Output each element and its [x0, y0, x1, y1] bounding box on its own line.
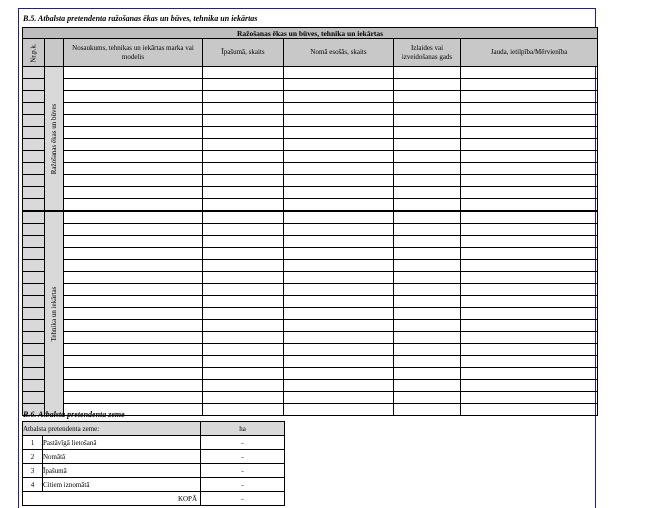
row-number-cell	[23, 356, 45, 368]
cell-year[interactable]	[394, 139, 461, 151]
cell-owned[interactable]	[203, 404, 284, 416]
cell-name[interactable]	[64, 284, 203, 296]
cell-leased[interactable]	[284, 260, 394, 272]
row-number-cell	[23, 308, 45, 320]
cell-leased[interactable]	[284, 175, 394, 187]
cell-leased[interactable]	[284, 344, 394, 356]
cell-owned[interactable]	[203, 272, 284, 284]
cell-leased[interactable]	[284, 272, 394, 284]
cell-leased[interactable]	[284, 332, 394, 344]
cell-leased[interactable]	[284, 127, 394, 139]
row-number-cell	[23, 368, 45, 380]
row-number-cell	[23, 211, 45, 224]
cell-power[interactable]	[461, 260, 598, 272]
row-number-cell	[23, 163, 45, 175]
cell-owned[interactable]	[203, 103, 284, 115]
cell-leased[interactable]	[284, 139, 394, 151]
table-row	[23, 296, 598, 308]
cell-power[interactable]	[461, 139, 598, 151]
b6-table	[22, 421, 285, 506]
cell-name[interactable]	[64, 344, 203, 356]
cell-owned[interactable]	[203, 368, 284, 380]
cell-power[interactable]	[461, 248, 598, 260]
table-row	[23, 392, 598, 404]
cell-owned[interactable]	[203, 79, 284, 91]
row-number-cell	[23, 296, 45, 308]
cell-year[interactable]	[394, 91, 461, 103]
cell-power[interactable]	[461, 392, 598, 404]
cell-year[interactable]	[394, 248, 461, 260]
table-row	[23, 224, 598, 236]
col-power: Jauda, ietilpība/Mērvienība	[461, 39, 598, 67]
row-number-cell	[23, 187, 45, 199]
cell-leased[interactable]	[284, 236, 394, 248]
cell-leased[interactable]	[284, 308, 394, 320]
cell-owned[interactable]	[203, 115, 284, 127]
cell-owned[interactable]	[203, 344, 284, 356]
cell-year[interactable]	[394, 236, 461, 248]
land-total-row	[23, 492, 285, 506]
b5-table	[22, 27, 598, 416]
cell-year[interactable]	[394, 296, 461, 308]
cell-power[interactable]	[461, 368, 598, 380]
cell-name[interactable]	[64, 332, 203, 344]
col-group	[45, 39, 64, 67]
b5-header-row	[23, 39, 598, 67]
cell-owned[interactable]	[203, 224, 284, 236]
cell-power[interactable]	[461, 224, 598, 236]
cell-owned[interactable]	[203, 308, 284, 320]
cell-owned[interactable]	[203, 91, 284, 103]
cell-year[interactable]	[394, 332, 461, 344]
land-total-value: -	[201, 492, 285, 506]
cell-leased[interactable]	[284, 211, 394, 224]
cell-owned[interactable]	[203, 67, 284, 79]
cell-leased[interactable]	[284, 284, 394, 296]
cell-leased[interactable]	[284, 163, 394, 175]
group-buildings	[45, 67, 64, 212]
cell-year[interactable]	[394, 79, 461, 91]
cell-leased[interactable]	[284, 91, 394, 103]
row-number-cell	[23, 79, 45, 91]
group-machinery-label: Tehnika un iekārtas	[50, 286, 58, 341]
cell-leased[interactable]	[284, 248, 394, 260]
land-row-num: 1	[23, 436, 43, 450]
cell-year[interactable]	[394, 356, 461, 368]
row-number-cell	[23, 199, 45, 212]
cell-year[interactable]	[394, 368, 461, 380]
land-row-label: Citiem iznomātā	[43, 478, 201, 492]
group-machinery	[45, 211, 64, 416]
cell-year[interactable]	[394, 115, 461, 127]
cell-year[interactable]	[394, 320, 461, 332]
table-row	[23, 211, 598, 224]
cell-owned[interactable]	[203, 187, 284, 199]
row-number-cell	[23, 115, 45, 127]
row-number-cell	[23, 332, 45, 344]
table-row	[23, 151, 598, 163]
row-number-cell	[23, 272, 45, 284]
cell-year[interactable]	[394, 380, 461, 392]
cell-owned[interactable]	[203, 139, 284, 151]
land-row	[23, 450, 285, 464]
cell-owned[interactable]	[203, 392, 284, 404]
cell-name[interactable]	[64, 320, 203, 332]
cell-name[interactable]	[64, 224, 203, 236]
cell-power[interactable]	[461, 199, 598, 212]
row-number-cell	[23, 103, 45, 115]
b5-banner: Ražošanas ēkas un būves, tehnika un iekārtas	[23, 28, 598, 39]
cell-year[interactable]	[394, 224, 461, 236]
cell-leased[interactable]	[284, 380, 394, 392]
cell-name[interactable]	[64, 272, 203, 284]
cell-name[interactable]	[64, 368, 203, 380]
cell-power[interactable]	[461, 79, 598, 91]
table-row	[23, 320, 598, 332]
col-nr: Nr.p.k.	[23, 39, 45, 67]
cell-owned[interactable]	[203, 380, 284, 392]
land-row-num: 3	[23, 464, 43, 478]
table-row	[23, 260, 598, 272]
cell-owned[interactable]	[203, 127, 284, 139]
cell-name[interactable]	[64, 236, 203, 248]
cell-year[interactable]	[394, 260, 461, 272]
cell-year[interactable]	[394, 211, 461, 224]
land-header-label: Atbalsta pretendenta zeme:	[23, 422, 201, 436]
row-number-cell	[23, 320, 45, 332]
cell-power[interactable]	[461, 404, 598, 416]
cell-name[interactable]	[64, 199, 203, 212]
cell-name[interactable]	[64, 296, 203, 308]
cell-name[interactable]	[64, 115, 203, 127]
cell-power[interactable]	[461, 308, 598, 320]
cell-power[interactable]	[461, 236, 598, 248]
table-row	[23, 187, 598, 199]
table-row	[23, 356, 598, 368]
col-leased: Nomā esošās, skaits	[284, 39, 394, 67]
cell-leased[interactable]	[284, 115, 394, 127]
col-owned: Īpašumā, skaits	[203, 39, 284, 67]
cell-year[interactable]	[394, 404, 461, 416]
table-row	[23, 91, 598, 103]
cell-year[interactable]	[394, 127, 461, 139]
table-row	[23, 380, 598, 392]
land-total-label: KOPĀ	[23, 492, 201, 506]
table-row	[23, 139, 598, 151]
cell-name[interactable]	[64, 151, 203, 163]
cell-leased[interactable]	[284, 187, 394, 199]
land-row-value[interactable]: -	[201, 436, 285, 450]
cell-power[interactable]	[461, 380, 598, 392]
land-row-value[interactable]: -	[201, 464, 285, 478]
cell-name[interactable]	[64, 187, 203, 199]
cell-power[interactable]	[461, 332, 598, 344]
cell-owned[interactable]	[203, 163, 284, 175]
cell-owned[interactable]	[203, 260, 284, 272]
cell-owned[interactable]	[203, 199, 284, 212]
cell-owned[interactable]	[203, 332, 284, 344]
land-row-label: Īpašumā	[43, 464, 201, 478]
cell-power[interactable]	[461, 103, 598, 115]
cell-year[interactable]	[394, 199, 461, 212]
cell-name[interactable]	[64, 79, 203, 91]
land-row-num: 4	[23, 478, 43, 492]
cell-year[interactable]	[394, 103, 461, 115]
cell-year[interactable]	[394, 272, 461, 284]
row-number-cell	[23, 392, 45, 404]
cell-leased[interactable]	[284, 320, 394, 332]
cell-power[interactable]	[461, 91, 598, 103]
table-row	[23, 344, 598, 356]
row-number-cell	[23, 91, 45, 103]
row-number-cell	[23, 224, 45, 236]
cell-leased[interactable]	[284, 368, 394, 380]
table-row	[23, 308, 598, 320]
cell-name[interactable]	[64, 308, 203, 320]
cell-leased[interactable]	[284, 199, 394, 212]
col-name: Nosaukums, tehnikas un iekārtas marka vai modelis	[64, 39, 203, 67]
cell-name[interactable]	[64, 127, 203, 139]
cell-leased[interactable]	[284, 356, 394, 368]
cell-leased[interactable]	[284, 151, 394, 163]
cell-leased[interactable]	[284, 392, 394, 404]
cell-name[interactable]	[64, 103, 203, 115]
cell-power[interactable]	[461, 187, 598, 199]
cell-name[interactable]	[64, 139, 203, 151]
section-b5-title: B.5. Atbalsta pretendenta ražošanas ēkas un būves, tehnika un iekārtas	[23, 14, 258, 23]
cell-leased[interactable]	[284, 404, 394, 416]
cell-name[interactable]	[64, 356, 203, 368]
land-row-num: 2	[23, 450, 43, 464]
cell-power[interactable]	[461, 163, 598, 175]
table-row	[23, 332, 598, 344]
land-row-label: Pastāvīgā lietošanā	[43, 436, 201, 450]
table-row	[23, 103, 598, 115]
cell-name[interactable]	[64, 248, 203, 260]
cell-power[interactable]	[461, 284, 598, 296]
table-row	[23, 67, 598, 79]
section-b6-title: B.6. Atbalsta pretendenta zeme	[23, 410, 125, 419]
cell-power[interactable]	[461, 151, 598, 163]
cell-year[interactable]	[394, 67, 461, 79]
cell-power[interactable]	[461, 344, 598, 356]
row-number-cell	[23, 175, 45, 187]
cell-power[interactable]	[461, 175, 598, 187]
row-number-cell	[23, 236, 45, 248]
cell-name[interactable]	[64, 392, 203, 404]
cell-owned[interactable]	[203, 151, 284, 163]
table-row	[23, 127, 598, 139]
row-number-cell	[23, 380, 45, 392]
table-row	[23, 368, 598, 380]
row-number-cell	[23, 260, 45, 272]
table-row	[23, 272, 598, 284]
cell-owned[interactable]	[203, 236, 284, 248]
row-number-cell	[23, 67, 45, 79]
row-number-cell	[23, 344, 45, 356]
cell-leased[interactable]	[284, 67, 394, 79]
cell-leased[interactable]	[284, 224, 394, 236]
cell-year[interactable]	[394, 284, 461, 296]
cell-name[interactable]	[64, 260, 203, 272]
cell-power[interactable]	[461, 127, 598, 139]
row-number-cell	[23, 151, 45, 163]
cell-power[interactable]	[461, 272, 598, 284]
table-row	[23, 236, 598, 248]
cell-owned[interactable]	[203, 356, 284, 368]
cell-name[interactable]	[64, 163, 203, 175]
land-header-unit: ha	[201, 422, 285, 436]
cell-year[interactable]	[394, 163, 461, 175]
cell-leased[interactable]	[284, 79, 394, 91]
table-row	[23, 199, 598, 212]
group-buildings-label: Ražošanas ēkas un būves	[50, 103, 58, 174]
cell-power[interactable]	[461, 356, 598, 368]
table-row	[23, 284, 598, 296]
col-year: Izlaides vai izveidošanas gads	[394, 39, 461, 67]
row-number-cell	[23, 139, 45, 151]
table-row	[23, 79, 598, 91]
cell-year[interactable]	[394, 392, 461, 404]
cell-name[interactable]	[64, 211, 203, 224]
cell-name[interactable]	[64, 380, 203, 392]
cell-owned[interactable]	[203, 175, 284, 187]
cell-power[interactable]	[461, 115, 598, 127]
cell-year[interactable]	[394, 175, 461, 187]
cell-owned[interactable]	[203, 248, 284, 260]
row-number-cell	[23, 284, 45, 296]
cell-owned[interactable]	[203, 296, 284, 308]
cell-leased[interactable]	[284, 296, 394, 308]
cell-power[interactable]	[461, 67, 598, 79]
table-row	[23, 163, 598, 175]
land-row	[23, 464, 285, 478]
table-row	[23, 175, 598, 187]
land-row-label: Nomātā	[43, 450, 201, 464]
land-row	[23, 436, 285, 450]
cell-year[interactable]	[394, 308, 461, 320]
land-row-value[interactable]: -	[201, 450, 285, 464]
cell-year[interactable]	[394, 187, 461, 199]
cell-power[interactable]	[461, 211, 598, 224]
cell-name[interactable]	[64, 175, 203, 187]
table-row	[23, 248, 598, 260]
cell-year[interactable]	[394, 151, 461, 163]
row-number-cell	[23, 248, 45, 260]
cell-owned[interactable]	[203, 284, 284, 296]
cell-leased[interactable]	[284, 103, 394, 115]
cell-year[interactable]	[394, 344, 461, 356]
cell-power[interactable]	[461, 296, 598, 308]
cell-owned[interactable]	[203, 211, 284, 224]
land-row	[23, 478, 285, 492]
cell-power[interactable]	[461, 320, 598, 332]
table-row	[23, 115, 598, 127]
land-row-value[interactable]: -	[201, 478, 285, 492]
cell-name[interactable]	[64, 91, 203, 103]
cell-owned[interactable]	[203, 320, 284, 332]
row-number-cell	[23, 127, 45, 139]
cell-name[interactable]	[64, 67, 203, 79]
